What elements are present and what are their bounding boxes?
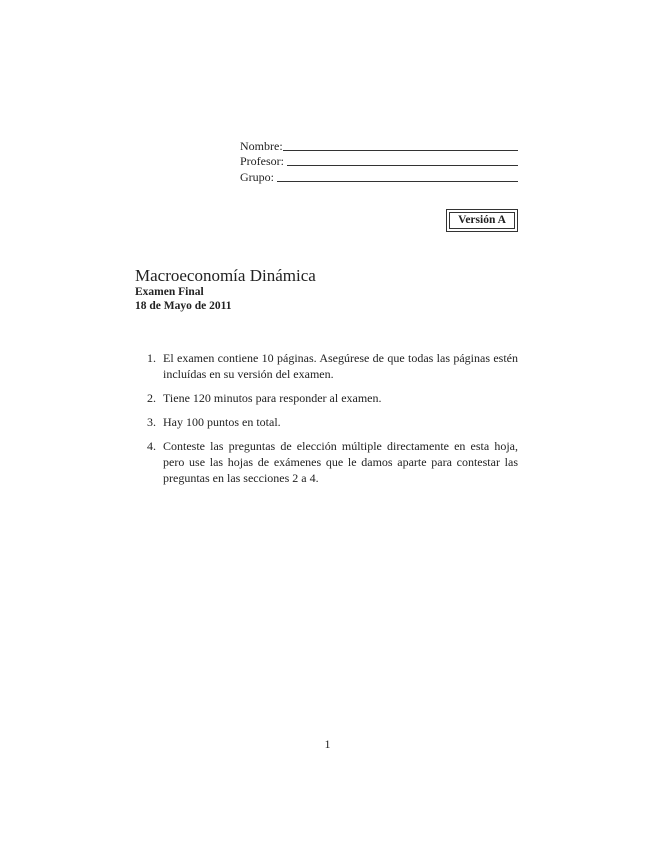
instruction-item <box>135 390 518 406</box>
course-title: Macroeconomía Dinámica <box>135 266 316 285</box>
item-number: 4. <box>147 439 156 453</box>
item-text: El examen contiene 10 páginas. Asegúrese de que todas las páginas estén incluídas en su versión del examen. <box>163 351 518 381</box>
instruction-item <box>135 438 518 486</box>
item-text: Conteste las preguntas de elección múltiple directamente en esta hoja, pero use las hojas de exámenes que le damos aparte para contestar las preguntas en las secciones 2 a 4. <box>163 439 518 485</box>
exam-date: 18 de Mayo de 2011 <box>135 300 232 312</box>
name-line[interactable] <box>283 150 518 151</box>
version-box <box>446 209 518 232</box>
name-label: Nombre: <box>240 139 283 153</box>
page-number: 1 <box>324 737 331 751</box>
exam-subtitle: Examen Final <box>135 286 204 298</box>
instructions-list <box>135 350 518 494</box>
group-label: Grupo: <box>240 170 274 184</box>
professor-line[interactable] <box>287 165 518 166</box>
group-field[interactable] <box>240 170 518 185</box>
version-label: Versión A <box>449 212 515 229</box>
professor-label: Profesor: <box>240 154 284 168</box>
instruction-item <box>135 414 518 430</box>
item-number: 2. <box>147 391 156 405</box>
instruction-item <box>135 350 518 382</box>
item-text: Hay 100 puntos en total. <box>163 415 281 429</box>
item-number: 1. <box>147 351 156 365</box>
item-number: 3. <box>147 415 156 429</box>
group-line[interactable] <box>277 181 518 182</box>
professor-field[interactable] <box>240 154 518 169</box>
name-field[interactable] <box>240 139 518 154</box>
item-text: Tiene 120 minutos para responder al examen. <box>163 391 382 405</box>
